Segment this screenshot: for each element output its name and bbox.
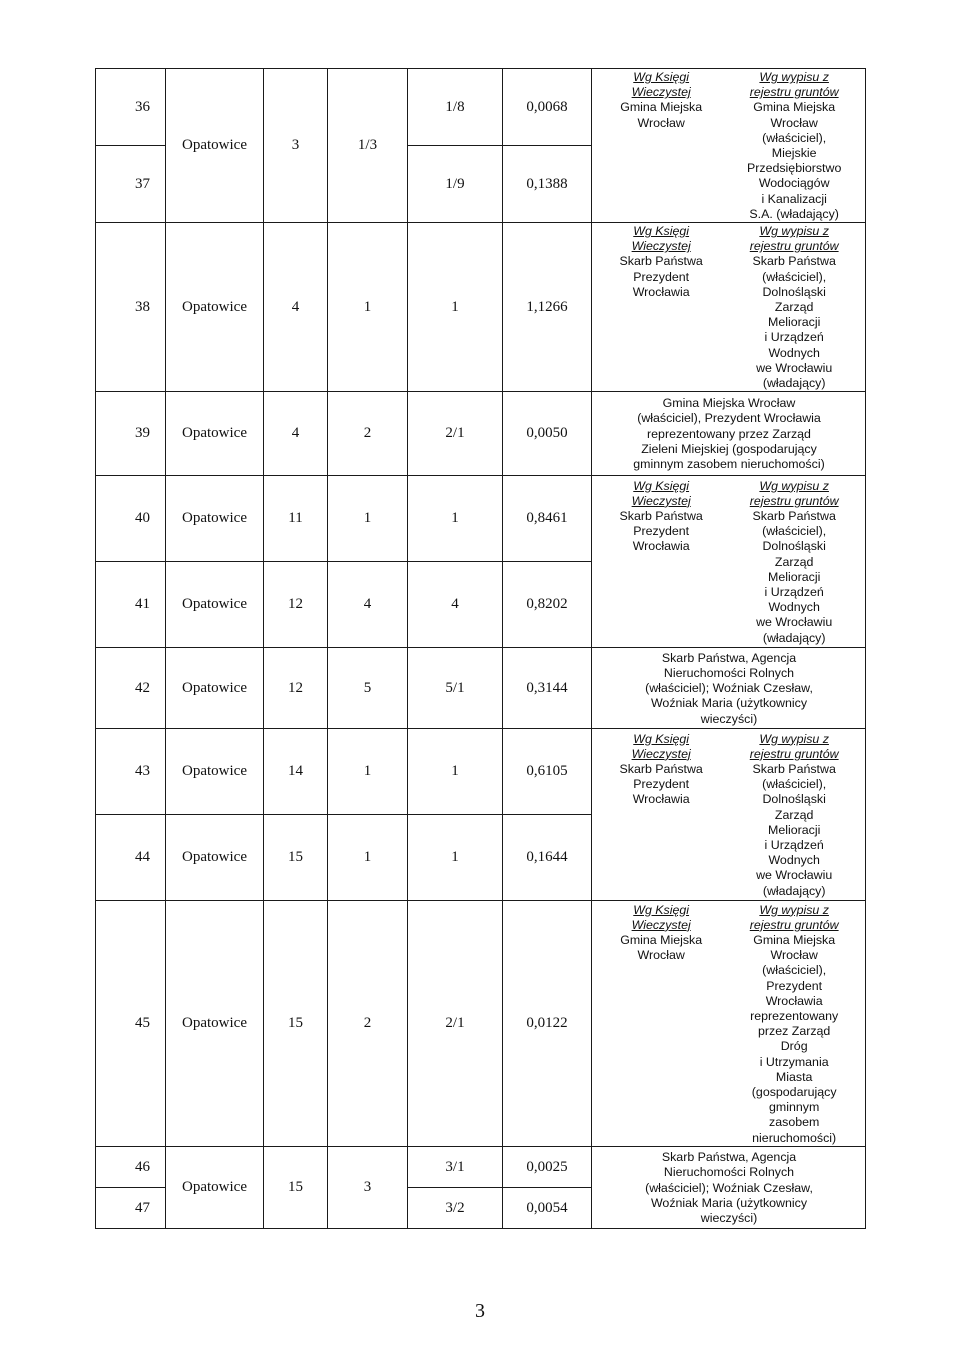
parcel-before: 1/3 — [328, 69, 408, 223]
parcel-before: 1 — [328, 815, 408, 901]
map-sheet: 15 — [264, 1147, 328, 1229]
cadastral-area: Opatowice — [166, 1147, 264, 1229]
land-registry-extract-column: Wg wypisu z rejestru gruntów Gmina Miejska Wrocław (właściciel), Prezydent Wrocławia reprezentowany przez Zarząd Dróg i Utrzymania Miasta (gospodarujący gminnym zasobem nieruchomości) — [749, 902, 839, 1145]
parcel-before: 3 — [328, 1147, 408, 1229]
map-sheet: 3 — [264, 69, 328, 223]
row-number: 40 — [96, 476, 166, 562]
land-registry-extract-column: Wg wypisu z rejestru gruntów Gmina Miejska Wrocław (właściciel), Miejskie Przedsiębiorstwo Wodociągów i Kanalizacji S.A. (władający) — [746, 70, 842, 221]
parcel-area: 0,0050 — [503, 392, 592, 476]
cadastral-area: Opatowice — [166, 69, 264, 223]
row-number: 39 — [96, 392, 166, 476]
cadastral-area: Opatowice — [166, 901, 264, 1147]
map-sheet: 11 — [264, 476, 328, 562]
parcel-area: 0,0122 — [503, 901, 592, 1147]
map-sheet: 15 — [264, 815, 328, 901]
owner-cell: Skarb Państwa, Agencja Nieruchomości Rolnych (właściciel); Woźniak Czesław, Woźniak Maria (użytkownicy wieczyści) — [592, 1147, 866, 1229]
table-row — [96, 648, 866, 729]
table-row — [96, 901, 866, 1147]
parcel-after: 3/2 — [408, 1188, 503, 1229]
row-number: 42 — [96, 648, 166, 729]
land-register-column: Wg Księgi Wieczystej Skarb Państwa Prezydent Wrocławia — [619, 224, 703, 299]
register-table — [95, 68, 866, 1229]
map-sheet: 14 — [264, 729, 328, 815]
parcel-before: 4 — [328, 562, 408, 648]
map-sheet: 4 — [264, 392, 328, 476]
owner-cell — [592, 476, 866, 648]
map-sheet: 4 — [264, 223, 328, 392]
parcel-area: 0,0025 — [503, 1147, 592, 1188]
parcel-after: 1 — [408, 223, 503, 392]
parcel-after: 2/1 — [408, 392, 503, 476]
parcel-after: 1/9 — [408, 146, 503, 223]
parcel-before: 2 — [328, 392, 408, 476]
owner-cell — [592, 901, 866, 1147]
parcel-after: 3/1 — [408, 1147, 503, 1188]
land-register-column: Wg Księgi Wieczystej Gmina Miejska Wrocław — [620, 902, 703, 963]
land-registry-extract-column: Wg wypisu z rejestru gruntów Skarb Państwa (właściciel), Dolnośląski Zarząd Melioracji i Urządzeń Wodnych we Wrocławiu (władający) — [749, 731, 839, 898]
parcel-before: 1 — [328, 223, 408, 392]
parcel-area: 0,0054 — [503, 1188, 592, 1229]
parcel-area: 0,3144 — [503, 648, 592, 729]
parcel-before: 1 — [328, 476, 408, 562]
cadastral-area: Opatowice — [166, 476, 264, 562]
table-row — [96, 223, 866, 392]
land-register-column: Wg Księgi Wieczystej Gmina Miejska Wrocław — [620, 70, 703, 130]
row-number: 36 — [96, 69, 166, 146]
parcel-area: 0,6105 — [503, 729, 592, 815]
parcel-after: 2/1 — [408, 901, 503, 1147]
cadastral-area: Opatowice — [166, 648, 264, 729]
parcel-after: 4 — [408, 562, 503, 648]
map-sheet: 15 — [264, 901, 328, 1147]
map-sheet: 12 — [264, 562, 328, 648]
table-row — [96, 392, 866, 476]
parcel-area: 0,0068 — [503, 69, 592, 146]
land-registry-extract-column: Wg wypisu z rejestru gruntów Skarb Państwa (właściciel), Dolnośląski Zarząd Melioracji i Urządzeń Wodnych we Wrocławiu (władający) — [749, 478, 839, 645]
row-number: 43 — [96, 729, 166, 815]
owner-cell — [592, 223, 866, 392]
parcel-before: 5 — [328, 648, 408, 729]
parcel-after: 1 — [408, 815, 503, 901]
row-number: 41 — [96, 562, 166, 648]
row-number: 37 — [96, 146, 166, 223]
page-number: 3 — [475, 1300, 485, 1322]
table-row — [96, 476, 866, 562]
row-number: 44 — [96, 815, 166, 901]
cadastral-area: Opatowice — [166, 729, 264, 815]
row-number: 38 — [96, 223, 166, 392]
parcel-before: 1 — [328, 729, 408, 815]
cadastral-area: Opatowice — [166, 815, 264, 901]
parcel-area: 1,1266 — [503, 223, 592, 392]
parcel-before: 2 — [328, 901, 408, 1147]
table-row — [96, 69, 866, 146]
owner-cell: Gmina Miejska Wrocław (właściciel), Prezydent Wrocławia reprezentowany przez Zarząd Zieleni Miejskiej (gospodarujący gminnym zasobem nieruchomości) — [592, 392, 866, 476]
cadastral-area: Opatowice — [166, 223, 264, 392]
parcel-after: 1 — [408, 476, 503, 562]
parcel-after: 5/1 — [408, 648, 503, 729]
parcel-after: 1 — [408, 729, 503, 815]
land-register-column: Wg Księgi Wieczystej Skarb Państwa Prezydent Wrocławia — [619, 478, 703, 554]
parcel-area: 0,8461 — [503, 476, 592, 562]
land-register-column: Wg Księgi Wieczystej Skarb Państwa Prezydent Wrocławia — [619, 731, 703, 807]
table-row — [96, 729, 866, 815]
row-number: 45 — [96, 901, 166, 1147]
table-row — [96, 1147, 866, 1188]
owner-cell: Skarb Państwa, Agencja Nieruchomości Rolnych (właściciel); Woźniak Czesław, Woźniak Maria (użytkownicy wieczyści) — [592, 648, 866, 729]
parcel-area: 0,8202 — [503, 562, 592, 648]
parcel-after: 1/8 — [408, 69, 503, 146]
row-number: 47 — [96, 1188, 166, 1229]
owner-cell — [592, 729, 866, 901]
cadastral-area: Opatowice — [166, 562, 264, 648]
parcel-area: 0,1644 — [503, 815, 592, 901]
map-sheet: 12 — [264, 648, 328, 729]
row-number: 46 — [96, 1147, 166, 1188]
owner-cell — [592, 69, 866, 223]
parcel-area: 0,1388 — [503, 146, 592, 223]
land-registry-extract-column: Wg wypisu z rejestru gruntów Skarb Państwa (właściciel), Dolnośląski Zarząd Melioracji i Urządzeń Wodnych we Wrocławiu (władający) — [749, 224, 839, 391]
cadastral-area: Opatowice — [166, 392, 264, 476]
